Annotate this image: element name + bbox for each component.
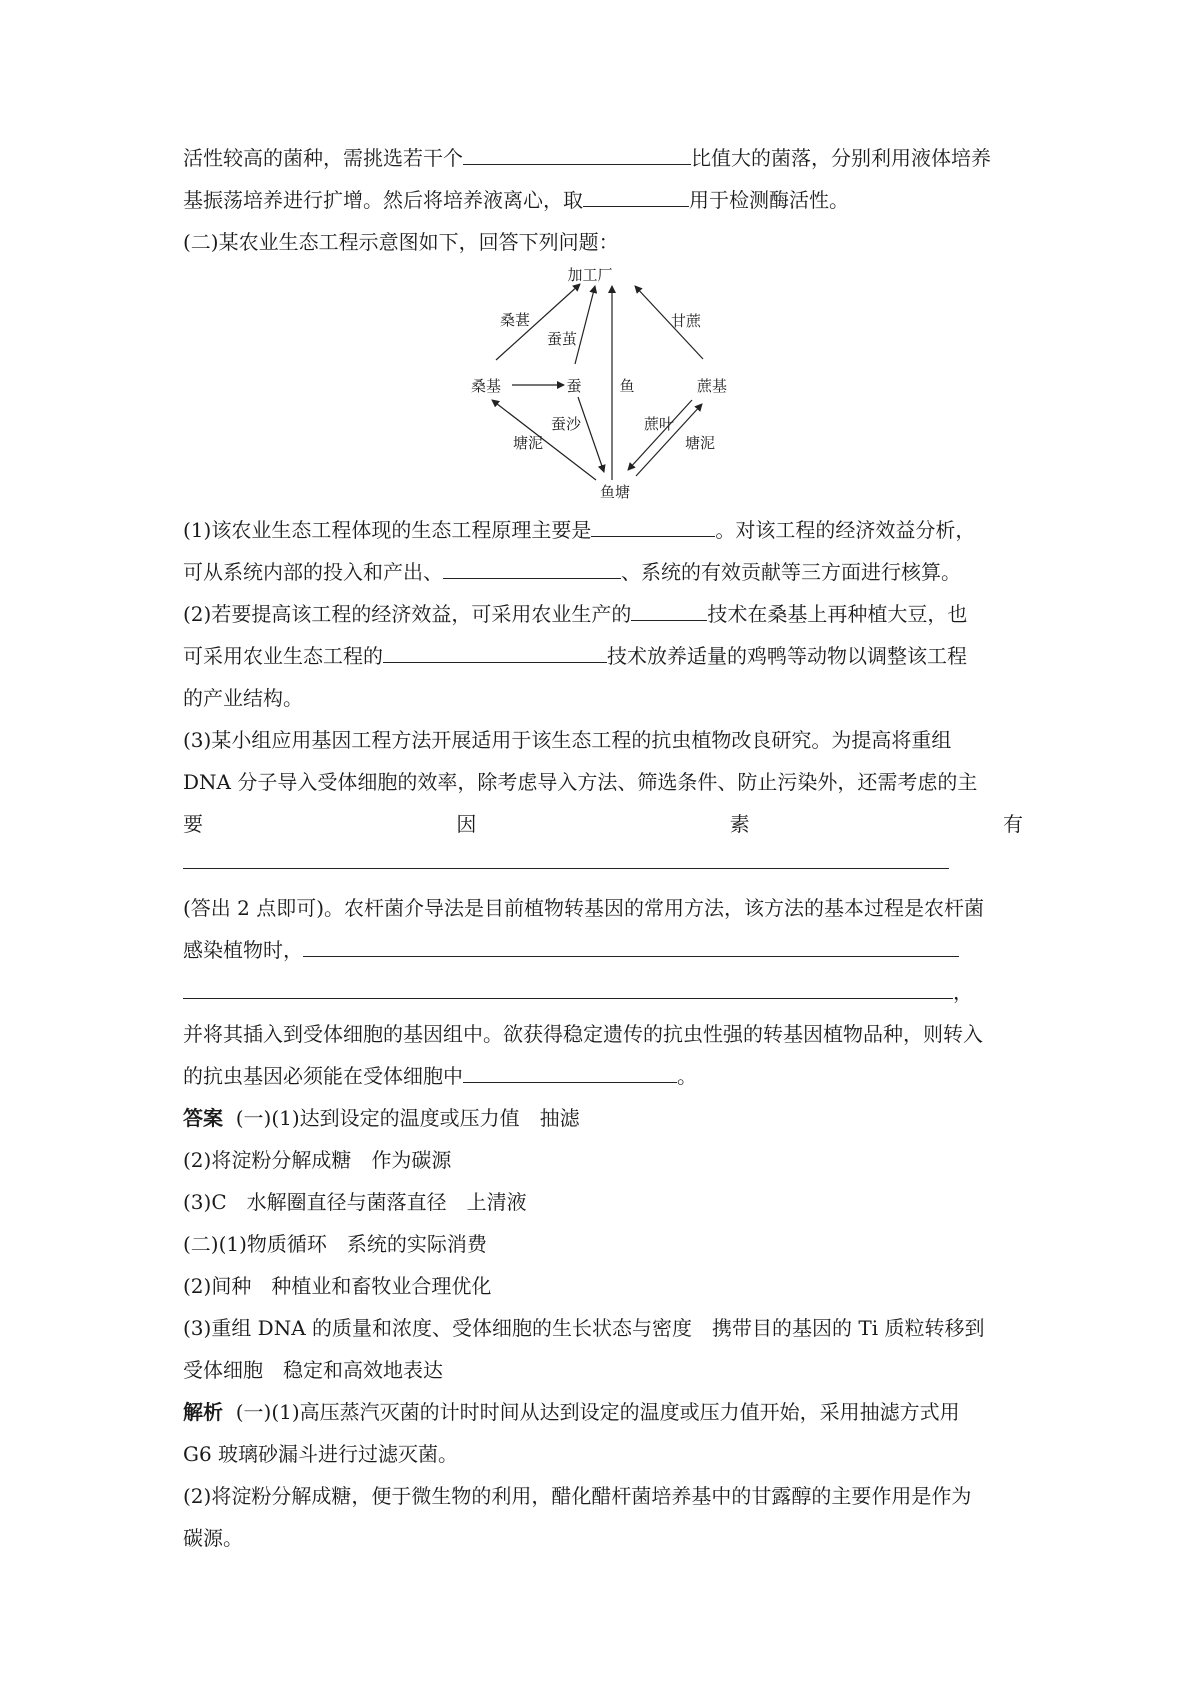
text-line: 并将其插入到受体细胞的基因组中。欲获得稳定遗传的抗虫性强的转基因植物品种，则转入 [183,1022,983,1046]
analysis-line: 碳源。 [183,1526,243,1550]
text-line [183,144,991,172]
analysis-line: G6 玻璃砂漏斗进行过滤灭菌。 [183,1442,459,1466]
text-segment: 基振荡培养进行扩增。然后将培养液离心，取 [183,188,583,212]
label-zheye: 蔗叶 [643,415,675,433]
arrow-can-to-yutang [578,397,604,472]
text-segment: 比值大的菌落，分别利用液体培养 [691,146,991,170]
text-segment: 活性较高的菌种，需挑选若干个 [183,146,463,170]
label-tangni-left: 塘泥 [512,434,544,452]
text-segment: 。 [677,1064,697,1088]
label-canjian: 蚕茧 [546,330,578,348]
text-segment: (一)(1)高压蒸汽灭菌的计时时间从达到设定的温度或压力值开始，采用抽滤方式用 [235,1400,960,1424]
text-segment: 、系统的有效贡献等三方面进行核算。 [621,560,961,584]
answer-line: (2)间种 种植业和畜牧业合理优化 [183,1274,492,1298]
answer-blank [591,516,715,537]
answer-blank [303,936,959,957]
label-sangshen: 桑葚 [499,311,531,329]
label-yu: 鱼 [619,377,635,395]
text-line [183,516,975,544]
text-line [183,642,967,670]
text-segment: 有 [1002,812,1023,836]
analysis-line [183,1398,960,1426]
answer-blank [583,186,689,207]
answer-blank [463,1062,677,1083]
text-segment: 可从系统内部的投入和产出、 [183,560,443,584]
answer-blank [183,868,949,869]
answer-label: 答案 [183,1106,223,1130]
label-tangni-right: 塘泥 [684,434,716,452]
answer-blank [183,978,953,999]
text-segment: (一)(1)达到设定的温度或压力值 抽滤 [235,1106,580,1130]
text-segment: 技术在桑基上再种植大豆，也 [707,602,968,626]
text-segment: 因 [456,812,477,836]
spread-line [183,810,1023,838]
text-segment: 用于检测酶活性。 [689,188,849,212]
text-line: 的产业结构。 [183,686,303,710]
arrow-yutang-to-sangji [492,400,596,480]
text-line [183,936,959,964]
text-segment: ， [953,980,973,1004]
text-segment: (2)若要提高该工程的经济效益，可采用农业生产的 [183,602,632,626]
label-cansha: 蚕沙 [550,415,582,433]
answer-line [183,1104,580,1132]
answer-line: (3)C 水解圈直径与菌落直径 上清液 [183,1190,527,1214]
node-can: 蚕 [566,377,582,395]
section-heading: (二)某农业生态工程示意图如下，回答下列问题： [183,230,619,254]
answer-line: (二)(1)物质循环 系统的实际消费 [183,1232,487,1256]
text-line: (3)某小组应用基因工程方法开展适用于该生态工程的抗虫植物改良研究。为提高将重组 [183,728,952,752]
eco-engineering-diagram [460,262,760,502]
text-segment: 可采用农业生态工程的 [183,644,383,668]
answer-line: 受体细胞 稳定和高效地表达 [183,1358,443,1382]
answer-blank [443,558,621,579]
text-segment: (1)该农业生态工程体现的生态工程原理主要是 [183,518,592,542]
text-line [183,186,849,214]
arrow-can-to-factory [575,286,595,364]
answer-blank [463,144,691,165]
arrow-zheji-to-yutang [628,400,692,470]
text-segment: 。对该工程的经济效益分析， [715,518,976,542]
analysis-label: 解析 [183,1400,223,1424]
text-segment: 感染植物时， [183,938,303,962]
label-ganzhe: 甘蔗 [670,312,702,330]
text-segment: 技术放养适量的鸡鸭等动物以调整该工程 [607,644,967,668]
text-segment: 的抗虫基因必须能在受体细胞中 [183,1064,463,1088]
node-yutang: 鱼塘 [599,483,631,501]
node-zheji: 蔗基 [696,377,728,395]
node-sangji: 桑基 [470,377,502,395]
text-line [183,600,967,628]
analysis-line: (2)将淀粉分解成糖，便于微生物的利用，醋化醋杆菌培养基中的甘露醇的主要作用是作为 [183,1484,972,1508]
answer-line: (2)将淀粉分解成糖 作为碳源 [183,1148,452,1172]
text-line: (答出 2 点即可)。农杆菌介导法是目前植物转基因的常用方法，该方法的基本过程是农杆菌 [183,896,985,920]
answer-line: (3)重组 DNA 的质量和浓度、受体细胞的生长状态与密度 携带目的基因的 Ti 质粒转移到 [183,1316,985,1340]
text-segment: 素 [729,812,750,836]
text-line [183,978,973,1006]
node-factory: 加工厂 [567,266,613,284]
text-line [183,558,961,586]
answer-blank [631,600,707,621]
answer-blank [383,642,607,663]
text-line: DNA 分子导入受体细胞的效率，除考虑导入方法、筛选条件、防止污染外，还需考虑的主 [183,770,978,794]
text-line [183,1062,697,1090]
text-segment: 要 [183,812,203,836]
